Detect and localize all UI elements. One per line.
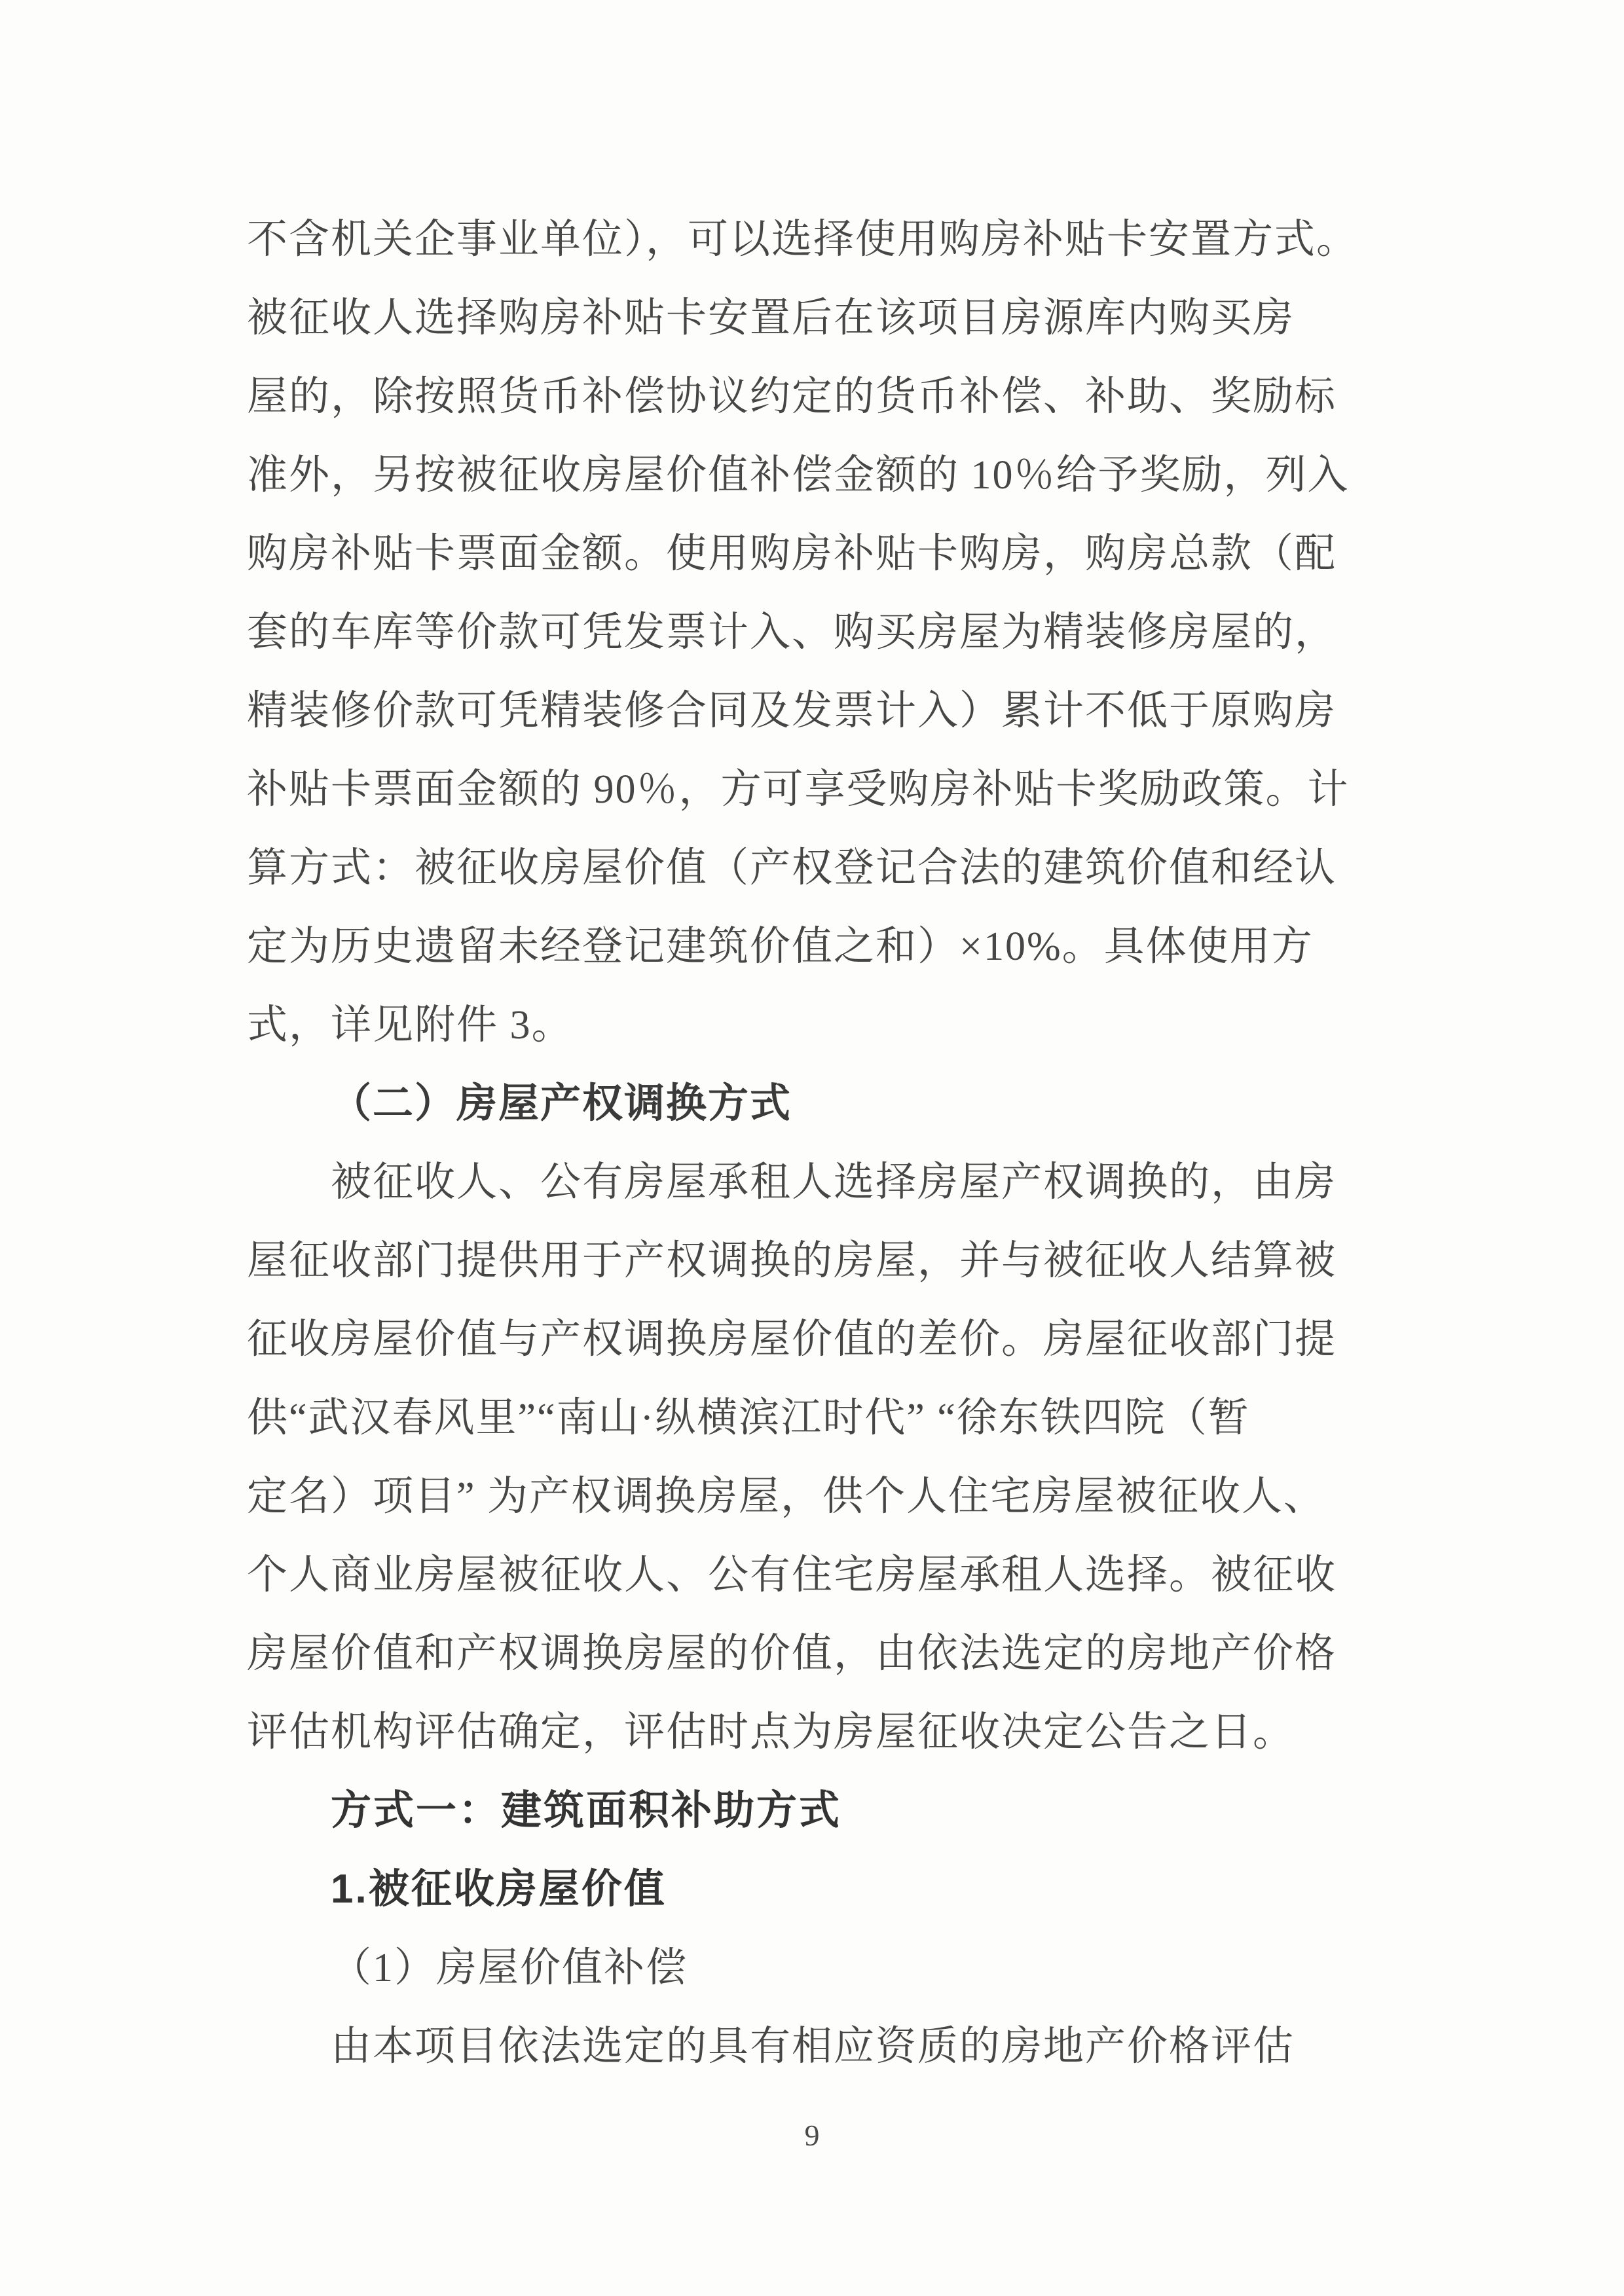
text-line: 屋的，除按照货币补偿协议约定的货币补偿、补助、奖励标	[247, 374, 1337, 419]
text-line: 准外，另按被征收房屋价值补偿金额的 10％给予奖励，列入	[247, 453, 1350, 498]
text-line: 被征收人选择购房补贴卡安置后在该项目房源库内购买房	[247, 296, 1295, 340]
text-line: 定名）项目” 为产权调换房屋，供个人住宅房屋被征收人、	[247, 1474, 1326, 1519]
text-line: 屋征收部门提供用于产权调换的房屋，并与被征收人结算被	[247, 1239, 1337, 1283]
text-line: 个人商业房屋被征收人、公有住宅房屋承租人选择。被征收	[247, 1553, 1337, 1597]
text-line: 补贴卡票面金额的 90％，方可享受购房补贴卡奖励政策。计	[247, 767, 1350, 812]
item-heading: 1.被征收房屋价值	[331, 1867, 667, 1912]
document-body	[247, 200, 1390, 2086]
text-line: 购房补贴卡票面金额。使用购房补贴卡购房，购房总款（配	[247, 532, 1337, 576]
method-heading: 方式一：建筑面积补助方式	[331, 1788, 842, 1833]
text-line: 算方式：被征收房屋价值（产权登记合法的建筑价值和经认	[247, 846, 1337, 890]
text-line: 由本项目依法选定的具有相应资质的房地产价格评估	[331, 2024, 1295, 2069]
page-number: 9	[804, 2119, 820, 2152]
text-line: 式，详见附件 3。	[247, 1003, 574, 1048]
text-line: 评估机构评估确定，评估时点为房屋征收决定公告之日。	[247, 1710, 1295, 1755]
text-line: 供“武汉春风里”“南山·纵横滨江时代” “徐东铁四院（暂	[247, 1396, 1250, 1440]
text-line: （1）房屋价值补偿	[331, 1946, 688, 1990]
text-line: 被征收人、公有房屋承租人选择房屋产权调换的，由房	[331, 1160, 1337, 1205]
text-line: 精装修价款可凭精装修合同及发票计入）累计不低于原购房	[247, 689, 1337, 733]
text-line: 不含机关企事业单位），可以选择使用购房补贴卡安置方式。	[247, 217, 1359, 262]
text-line: 房屋价值和产权调换房屋的价值，由依法选定的房地产价格	[247, 1631, 1337, 1676]
section-heading: （二）房屋产权调换方式	[331, 1082, 792, 1126]
text-line: 征收房屋价值与产权调换房屋价值的差价。房屋征收部门提	[247, 1317, 1337, 1362]
text-line: 套的车库等价款可凭发票计入、购买房屋为精装修房屋的，	[247, 610, 1337, 655]
text-line: 定为历史遗留未经登记建筑价值之和）×10%。具体使用方	[247, 924, 1314, 969]
